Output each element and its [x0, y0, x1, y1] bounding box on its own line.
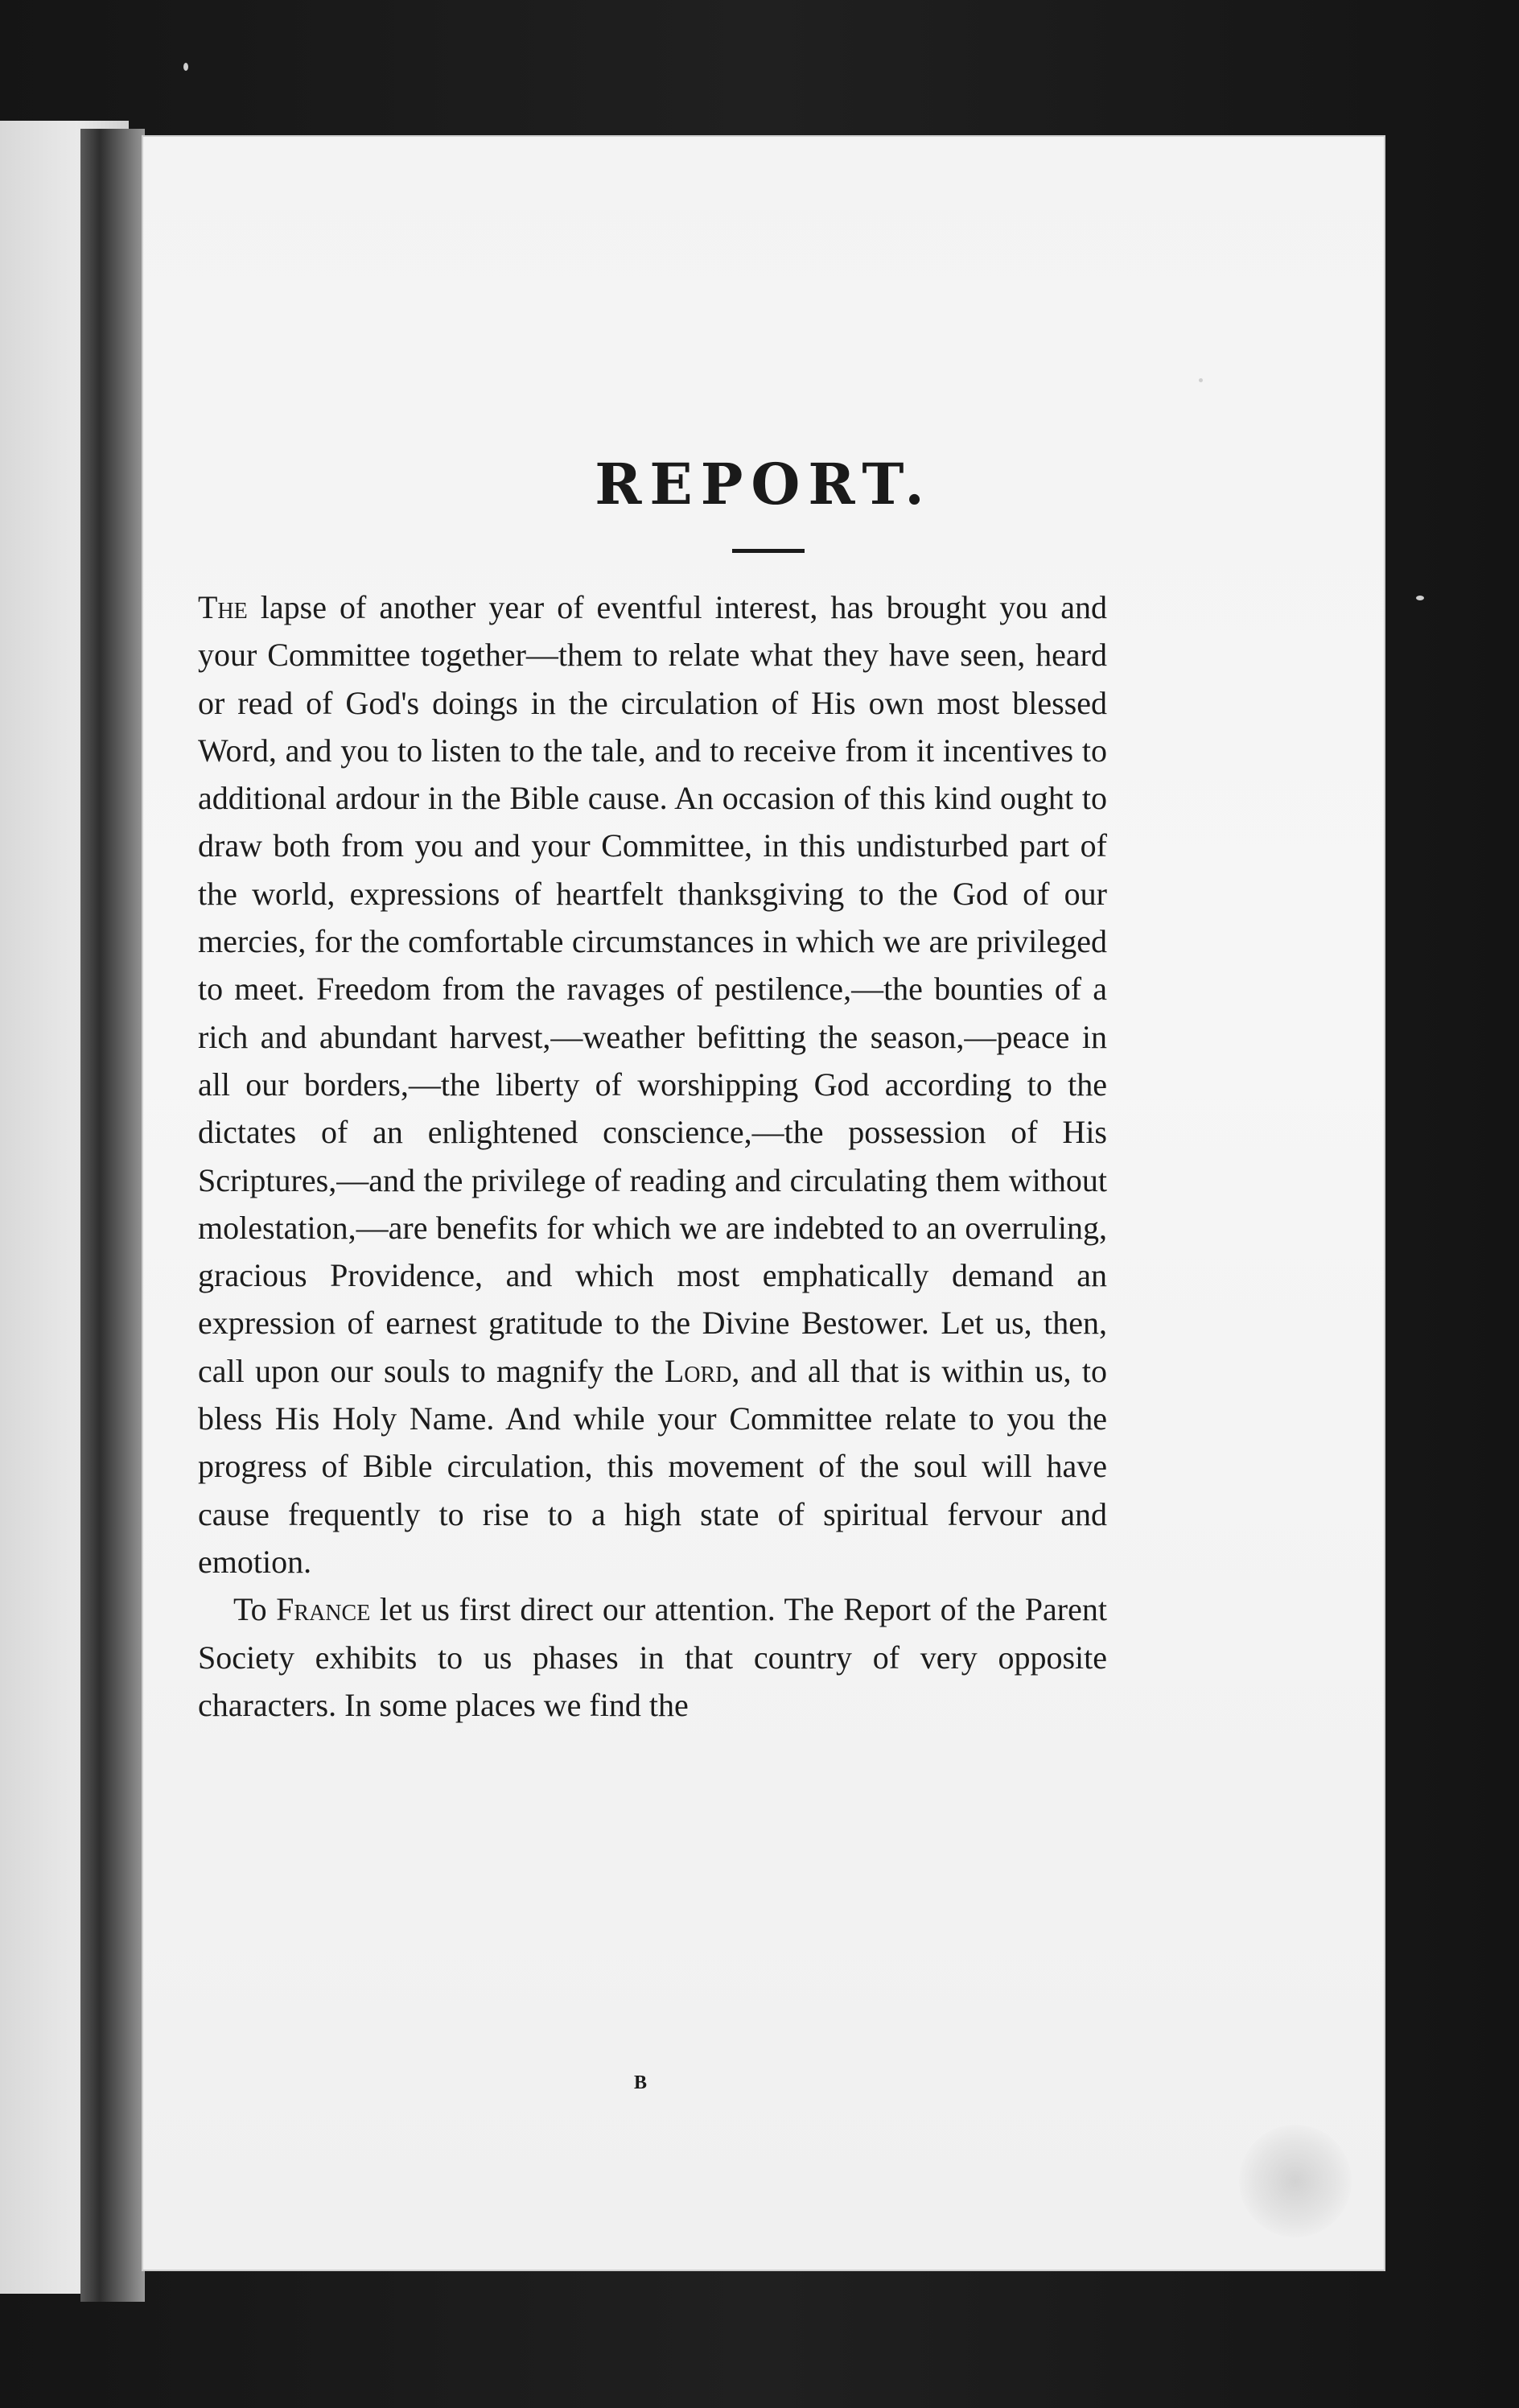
paragraph-2 [198, 1585, 1107, 1729]
paragraph-1 [198, 583, 1107, 1585]
page-stain [1239, 2125, 1352, 2237]
book-page [143, 137, 1384, 2270]
report-body [198, 583, 1107, 1729]
paragraph-2-lead: To [233, 1591, 277, 1628]
paragraph-2-text: let us first direct our attention. The Report of the Parent Society exhibits to us phases in that country of very opposite characters. In some places we find the [198, 1591, 1107, 1723]
signature-mark: B [634, 2072, 648, 2093]
paragraph-1-lead: The [198, 589, 248, 625]
dust-speck [1199, 378, 1203, 382]
paragraph-1-text: lapse of another year of eventful interest, has brought you and your Committee together—them to relate what they have seen, heard or read of God's doings in the circulation of His own most blessed Word, and you to listen to the tale, and to receive from it incentives to additional ardour in the Bible cause. An occasion of this kind ought to draw both from you and your Committee, in this undisturbed part of the world, expressions of heartfelt thanksgiving to the God of our mercies, for the comfortable circumstances in which we are privileged to meet. Freedom from the ravages of pestilence,—the bounties of a rich and abundant harvest,—weather befitting the season,—peace in all our borders,—the liberty of worshipping God according to the dictates of an enlightened conscience,—the possession of His Scriptures,—and the privilege of reading and circulating them without molestation,—are benefits for which we are indebted to an overruling, gracious Providence, and which most emphatically demand an expression of earnest gratitude to the Divine Bestower. Let us, then, call upon our souls to magnify the [198, 589, 1107, 1389]
paragraph-1-text-2: , and all that is within us, to bless His Holy Name. And while your Committee relate to you the progress of Bible circulation, this movement of the soul will have cause frequently to rise to a high state of spiritual fervour and emotion. [198, 1352, 1107, 1580]
title-rule [732, 549, 805, 553]
paragraph-2-country: France [276, 1591, 371, 1628]
book-gutter [80, 129, 145, 2302]
page-title: REPORT. [595, 451, 932, 517]
dust-speck [183, 63, 188, 71]
dust-speck [1416, 596, 1424, 600]
paragraph-1-lord: Lord [664, 1352, 732, 1389]
